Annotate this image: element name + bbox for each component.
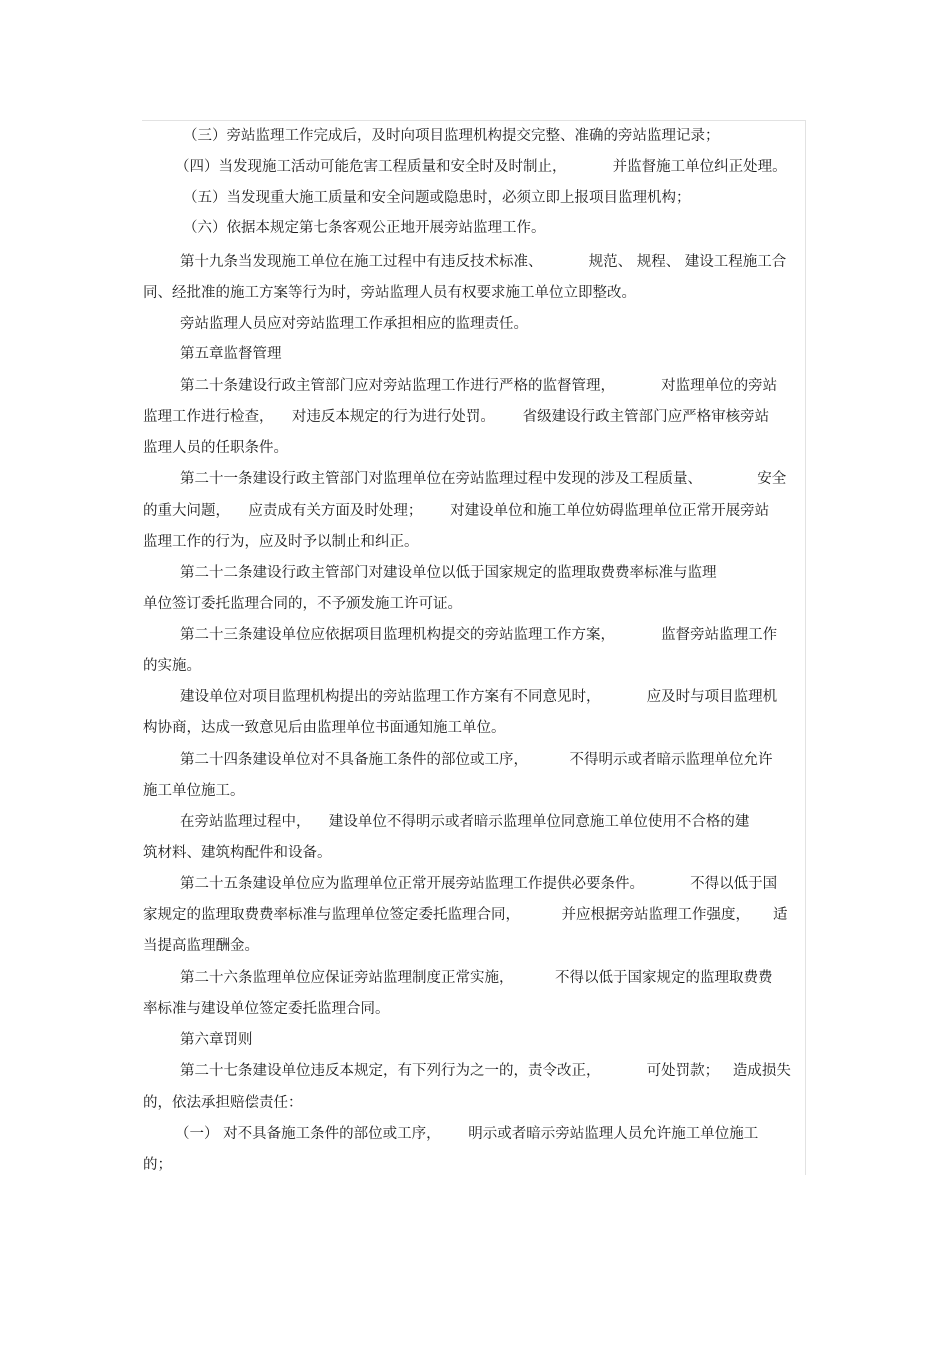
- article-26-line-1: 第二十六条监理单位应保证旁站监理制度正常实施， 不得以低于国家规定的监理取费费: [180, 970, 773, 986]
- article-19-line-2: 同、经批准的施工方案等行为时，旁站监理人员有权要求施工单位立即整改。: [143, 285, 636, 301]
- article-27-line-2: 的，依法承担赔偿责任：: [143, 1095, 303, 1111]
- article-27-line-1: 第二十七条建设单位违反本规定，有下列行为之一的，责令改正， 可处罚款； 造成损失: [180, 1063, 791, 1079]
- article-25-line-2: 家规定的监理取费费率标准与监理单位签定委托监理合同， 并应根据旁站监理工作强度， 适: [143, 907, 788, 923]
- paragraph: 构协商，达成一致意见后由监理单位书面通知施工单位。: [143, 720, 506, 736]
- paragraph: 旁站监理人员应对旁站监理工作承担相应的监理责任。: [180, 316, 528, 332]
- article-20-line-3: 监理人员的任职条件。: [143, 440, 288, 456]
- paragraph: 筑材料、建筑构配件和设备。: [143, 845, 332, 861]
- chapter-heading: 第六章罚则: [180, 1032, 253, 1048]
- chapter-heading: 第五章监督管理: [180, 346, 282, 362]
- article-26-line-2: 率标准与建设单位签定委托监理合同。: [143, 1001, 390, 1017]
- article-24-line-1: 第二十四条建设单位对不具备施工条件的部位或工序， 不得明示或者暗示监理单位允许: [180, 752, 773, 768]
- article-20-line-2: 监理工作进行检查， 对违反本规定的行为进行处罚。 省级建设行政主管部门应严格审核旁站: [143, 409, 770, 425]
- article-21-line-2: 的重大问题， 应责成有关方面及时处理； 对建设单位和施工单位妨碍监理单位正常开展旁站: [143, 503, 770, 519]
- article-22-line-1: 第二十二条建设行政主管部门对建设单位以低于国家规定的监理取费费率标准与监理: [180, 565, 717, 581]
- article-20-line-1: 第二十条建设行政主管部门应对旁站监理工作进行严格的监督管理， 对监理单位的旁站: [180, 378, 778, 394]
- article-19-line-1: 第十九条当发现施工单位在施工过程中有违反技术标准、 规范、 规程、 建设工程施工合: [180, 254, 787, 270]
- article-22-line-2: 单位签订委托监理合同的，不予颁发施工许可证。: [143, 596, 462, 612]
- item-5: （五）当发现重大施工质量和安全问题或隐患时，必须立即上报项目监理机构；: [183, 190, 691, 206]
- item-3: （三）旁站监理工作完成后，及时向项目监理机构提交完整、准确的旁站监理记录；: [183, 128, 720, 144]
- article-27-item-1-line-1: （一） 对不具备施工条件的部位或工序， 明示或者暗示旁站监理人员允许施工单位施工: [175, 1126, 759, 1142]
- item-4: （四）当发现施工活动可能危害工程质量和安全时及时制止， 并监督施工单位纠正处理。: [175, 159, 787, 175]
- item-6: （六）依据本规定第七条客观公正地开展旁站监理工作。: [183, 220, 546, 236]
- article-25-line-3: 当提高监理酬金。: [143, 938, 259, 954]
- paragraph: 在旁站监理过程中， 建设单位不得明示或者暗示监理单位同意施工单位使用不合格的建: [180, 814, 750, 830]
- article-21-line-3: 监理工作的行为，应及时予以制止和纠正。: [143, 534, 419, 550]
- article-23-line-1: 第二十三条建设单位应依据项目监理机构提交的旁站监理工作方案， 监督旁站监理工作: [180, 627, 778, 643]
- article-25-line-1: 第二十五条建设单位应为监理单位正常开展旁站监理工作提供必要条件。 不得以低于国: [180, 876, 778, 892]
- paragraph: 建设单位对项目监理机构提出的旁站监理工作方案有不同意见时， 应及时与项目监理机: [180, 689, 778, 705]
- article-24-line-2: 施工单位施工。: [143, 783, 245, 799]
- article-21-line-1: 第二十一条建设行政主管部门对监理单位在旁站监理过程中发现的涉及工程质量、 安全: [180, 471, 787, 487]
- article-23-line-2: 的实施。: [143, 658, 201, 674]
- article-27-item-1-line-2: 的；: [143, 1157, 172, 1173]
